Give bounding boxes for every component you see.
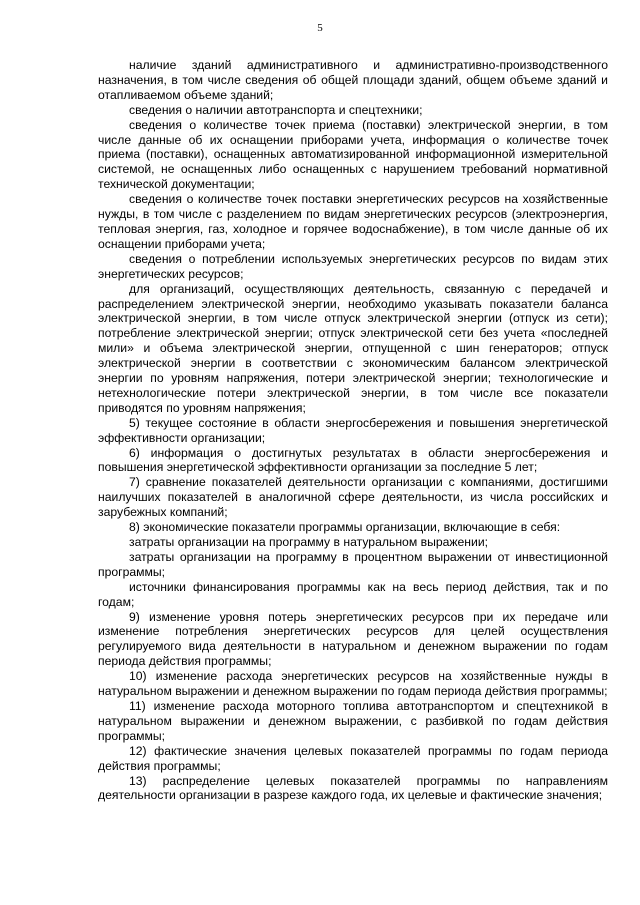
- paragraph: 8) экономические показатели программы организации, включающие в себя:: [129, 520, 561, 535]
- paragraph: 5) текущее состояние в области энергосбережения и повышения энергетической эффективности организации;: [98, 415, 608, 445]
- paragraph: 6) информация о достигнутых результатах в области энергосбережения и повышения энергетической эффективности организации за последние 5 лет;: [98, 445, 608, 475]
- paragraph: сведения о количестве точек поставки энергетических ресурсов на хозяйственные нужды, в том числе с разделением по видам энергетических ресурсов (электроэнергия, тепловая энергия, газ, холодное и горячее водоснабжение), в том числе данные об их оснащении приборами учета;: [98, 192, 608, 251]
- paragraph: затраты организации на программу в натуральном выражении;: [129, 535, 489, 549]
- paragraph: 7) сравнение показателей деятельности организации с компаниями, достигшими наилучших показателей в аналогичной сфере деятельности, из числа российских и зарубежных компаний;: [98, 475, 608, 520]
- paragraph: для организаций, осуществляющих деятельность, связанную с передачей и распределением электрической энергии, необходимо указывать показатели баланса электрической энергии, в том числе отпуск электрической энергии (отпуск из сети); потребление электрической энергии; отпуск электрической сети без учета «последней мили» и объема электрической энергии, отпущенной с шин генераторов; отпуск электрической энергии в соответствии с экономическим балансом электрической энергии по уровням напряжения, потери электрической энергии; технологические и нетехнологические потери электрической энергии, в том числе все показатели приводятся по уровням напряжения;: [98, 281, 608, 415]
- paragraph: сведения о количестве точек приема (поставки) электрической энергии, в том числе данные об их оснащении приборами учета, информация о количестве точек приема (поставки), оснащенных автоматизированной информационной измерительной системой, не оснащенных либо оснащенных с нарушением требований нормативной технической документации;: [98, 117, 608, 192]
- document-body: [98, 58, 608, 803]
- page-number: 5: [317, 22, 323, 34]
- paragraph: сведения о наличии автотранспорта и спецтехники;: [129, 102, 423, 117]
- paragraph: 12) фактические значения целевых показателей программы по годам периода действия программы;: [98, 743, 608, 773]
- paragraph: затраты организации на программу в процентном выражении от инвестиционной программы;: [98, 549, 608, 579]
- paragraph: 11) изменение расхода моторного топлива автотранспортом и спецтехникой в натуральном выражении и денежном выражении, с разбивкой по годам действия программы;: [98, 698, 608, 743]
- paragraph: сведения о потреблении используемых энергетических ресурсов по видам этих энергетических ресурсов;: [98, 251, 608, 281]
- paragraph: источники финансирования программы как на весь период действия, так и по годам;: [98, 579, 608, 609]
- paragraph: 9) изменение уровня потерь энергетических ресурсов при их передаче или изменение потребления энергетических ресурсов для целей осуществления регулируемого вида деятельности в натуральном и денежном выражении по годам периода действия программы;: [98, 609, 608, 669]
- paragraph: наличие зданий административного и административно-производственного назначения, в том числе сведения об общей площади зданий, общем объеме зданий и отапливаемом объеме зданий;: [98, 58, 608, 102]
- paragraph: 10) изменение расхода энергетических ресурсов на хозяйственные нужды в натуральном выражении и денежном выражении по годам периода действия программы;: [98, 669, 608, 699]
- paragraph: 13) распределение целевых показателей программы по направлениям деятельности организации в разрезе каждого года, их целевые и фактические значения;: [98, 773, 608, 803]
